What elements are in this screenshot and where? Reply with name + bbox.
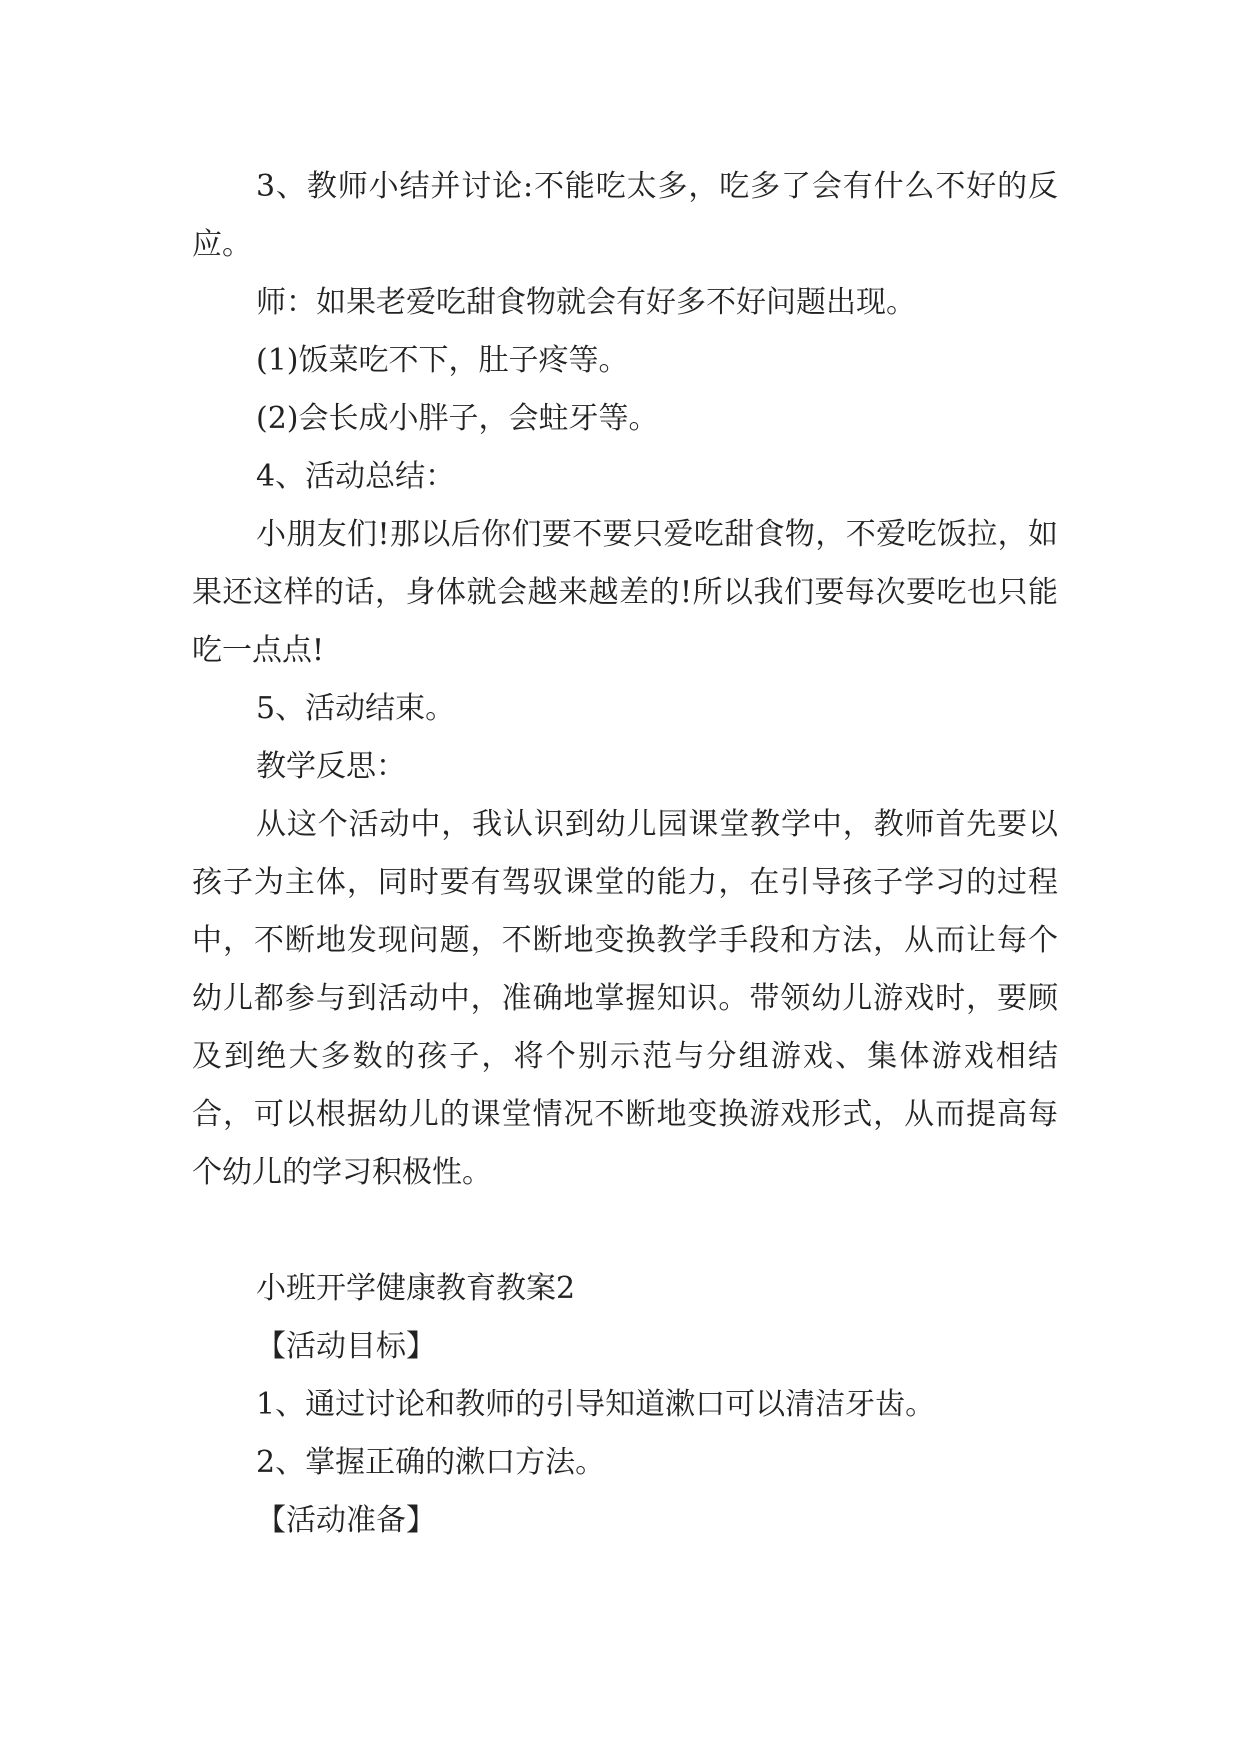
document-body <box>192 158 1058 1550</box>
paragraph-teacher-summary: 3、教师小结并讨论:不能吃太多，吃多了会有什么不好的反应。 <box>192 169 1058 262</box>
paragraph-goal-1: 1、通过讨论和教师的引导知道漱口可以清洁牙齿。 <box>256 1387 936 1422</box>
paragraph-activity-end: 5、活动结束。 <box>256 691 456 726</box>
paragraph-reflection-heading: 教学反思： <box>256 749 406 784</box>
paragraph-activity-summary-heading: 4、活动总结： <box>256 459 456 494</box>
paragraph-item-1: (1)饭菜吃不下，肚子疼等。 <box>256 343 629 378</box>
paragraph-goal-2: 2、掌握正确的漱口方法。 <box>256 1445 606 1480</box>
paragraph-reflection: 从这个活动中，我认识到幼儿园课堂教学中，教师首先要以孩子为主体，同时要有驾驭课堂的能力，在引导孩子学习的过程中，不断地发现问题，不断地变换教学手段和方法，从而让每个幼儿都参与到活动中，准确地掌握知识。带领幼儿游戏时，要顾及到绝大多数的孩子，将个别示范与分组游戏、集体游戏相结合，可以根据幼儿的课堂情况不断地变换游戏形式，从而提高每个幼儿的学习积极性。 <box>192 807 1058 1190</box>
section-title: 小班开学健康教育教案2 <box>256 1271 576 1306</box>
paragraph-activity-summary: 小朋友们!那以后你们要不要只爱吃甜食物，不爱吃饭拉，如果还这样的话，身体就会越来越差的!所以我们要每次要吃也只能吃一点点! <box>192 517 1058 668</box>
paragraph-preparation-heading: 【活动准备】 <box>256 1503 436 1538</box>
section-spacer <box>192 1202 1058 1260</box>
paragraph-item-2: (2)会长成小胖子，会蛀牙等。 <box>256 401 659 436</box>
paragraph-goals-heading: 【活动目标】 <box>256 1329 436 1364</box>
paragraph-teacher-quote: 师：如果老爱吃甜食物就会有好多不好问题出现。 <box>256 285 916 320</box>
